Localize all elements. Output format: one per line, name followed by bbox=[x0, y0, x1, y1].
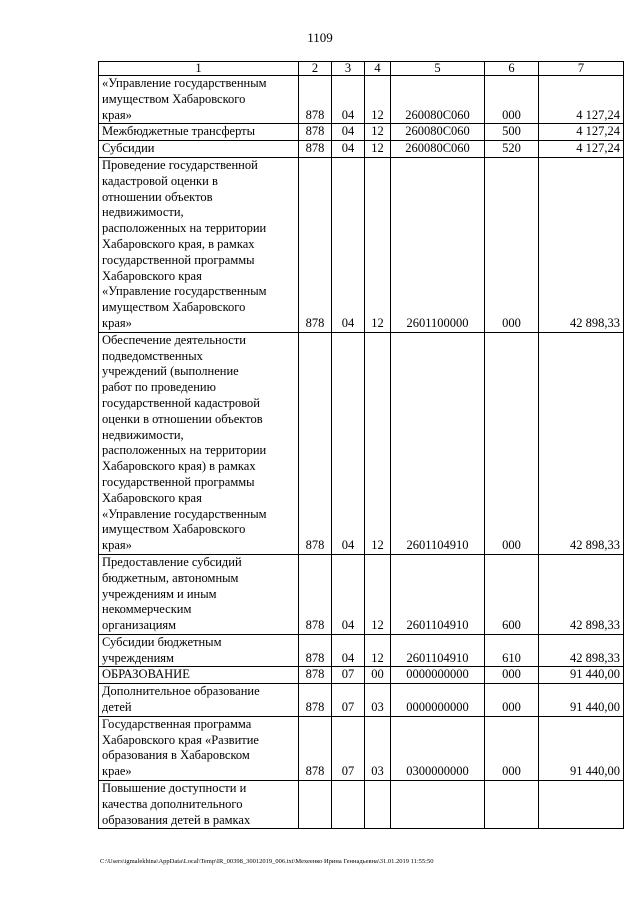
row-value-cell: 04 bbox=[332, 332, 365, 554]
table-row bbox=[99, 332, 624, 554]
row-value-cell: 12 bbox=[365, 141, 391, 158]
row-value-cell: 12 bbox=[365, 554, 391, 634]
row-name-cell: «Управление государственным имуществом Хабаровского края» bbox=[99, 76, 299, 124]
row-value-cell: 000 bbox=[485, 684, 539, 717]
row-value-cell: 0000000000 bbox=[391, 667, 485, 684]
row-value-cell: 91 440,00 bbox=[539, 716, 624, 780]
row-value-cell: 260080С060 bbox=[391, 141, 485, 158]
row-value-cell: 42 898,33 bbox=[539, 332, 624, 554]
row-name-cell: Обеспечение деятельности подведомственных учреждений (выполнение работ по проведению государственной кадастровой оценки в отношении объектов недвижимости, расположенных на территории Хабаровского края) в рамках государственной программы Хабаровского края «Управление государственным имуществом Хабаровского края» bbox=[99, 332, 299, 554]
row-value-cell: 000 bbox=[485, 332, 539, 554]
row-value-cell: 878 bbox=[299, 716, 332, 780]
row-value-cell: 04 bbox=[332, 554, 365, 634]
table-row bbox=[99, 684, 624, 717]
row-value-cell: 12 bbox=[365, 634, 391, 667]
row-value-cell: 878 bbox=[299, 124, 332, 141]
column-header: 7 bbox=[539, 62, 624, 76]
header-row bbox=[99, 62, 624, 76]
row-value-cell: 4 127,24 bbox=[539, 124, 624, 141]
row-value-cell: 000 bbox=[485, 667, 539, 684]
row-value-cell: 12 bbox=[365, 332, 391, 554]
table-row bbox=[99, 141, 624, 158]
row-value-cell bbox=[485, 781, 539, 829]
row-value-cell: 12 bbox=[365, 124, 391, 141]
row-value-cell: 04 bbox=[332, 634, 365, 667]
row-value-cell: 07 bbox=[332, 684, 365, 717]
row-value-cell: 260080С060 bbox=[391, 124, 485, 141]
row-value-cell: 03 bbox=[365, 684, 391, 717]
row-value-cell bbox=[299, 781, 332, 829]
column-header: 2 bbox=[299, 62, 332, 76]
row-value-cell: 500 bbox=[485, 124, 539, 141]
row-name-cell: Субсидии бюджетным учреждениям bbox=[99, 634, 299, 667]
row-name-cell: Субсидии bbox=[99, 141, 299, 158]
row-value-cell: 878 bbox=[299, 667, 332, 684]
row-value-cell: 878 bbox=[299, 554, 332, 634]
column-header: 3 bbox=[332, 62, 365, 76]
row-value-cell: 000 bbox=[485, 76, 539, 124]
row-value-cell bbox=[365, 781, 391, 829]
row-value-cell: 00 bbox=[365, 667, 391, 684]
row-value-cell bbox=[539, 781, 624, 829]
table-row bbox=[99, 554, 624, 634]
table-row bbox=[99, 76, 624, 124]
row-value-cell: 000 bbox=[485, 157, 539, 332]
footer-file-path: C:\Users\igmalekhina\AppData\Local\Temp\IR_00398_30012019_006.txt\Мехеенко Ирина Геннадьевна\31.01.2019 11:55:50 bbox=[100, 858, 434, 865]
row-name-cell: Проведение государственной кадастровой оценки в отношении объектов недвижимости, расположенных на территории Хабаровского края, в рамках государственной программы Хабаровского края «Управление государственным имуществом Хабаровского края» bbox=[99, 157, 299, 332]
row-value-cell: 2601104910 bbox=[391, 332, 485, 554]
row-value-cell: 12 bbox=[365, 157, 391, 332]
row-value-cell: 12 bbox=[365, 76, 391, 124]
row-value-cell: 04 bbox=[332, 124, 365, 141]
row-value-cell: 260080С060 bbox=[391, 76, 485, 124]
table-row bbox=[99, 781, 624, 829]
row-value-cell: 878 bbox=[299, 332, 332, 554]
row-value-cell: 2601104910 bbox=[391, 554, 485, 634]
row-value-cell: 878 bbox=[299, 684, 332, 717]
row-value-cell: 04 bbox=[332, 141, 365, 158]
row-value-cell: 4 127,24 bbox=[539, 76, 624, 124]
row-value-cell: 878 bbox=[299, 157, 332, 332]
row-name-cell: Межбюджетные трансферты bbox=[99, 124, 299, 141]
column-header: 6 bbox=[485, 62, 539, 76]
table-row bbox=[99, 634, 624, 667]
row-value-cell: 878 bbox=[299, 76, 332, 124]
row-name-cell: Повышение доступности и качества дополнительного образования детей в рамках bbox=[99, 781, 299, 829]
row-value-cell: 91 440,00 bbox=[539, 684, 624, 717]
row-name-cell: Дополнительное образование детей bbox=[99, 684, 299, 717]
row-value-cell: 2601100000 bbox=[391, 157, 485, 332]
row-value-cell: 878 bbox=[299, 141, 332, 158]
row-name-cell: Предоставление субсидий бюджетным, автономным учреждениям и иным некоммерческим организациям bbox=[99, 554, 299, 634]
row-value-cell: 4 127,24 bbox=[539, 141, 624, 158]
row-value-cell: 878 bbox=[299, 634, 332, 667]
table-row bbox=[99, 716, 624, 780]
table-row bbox=[99, 157, 624, 332]
row-value-cell: 91 440,00 bbox=[539, 667, 624, 684]
row-value-cell: 600 bbox=[485, 554, 539, 634]
row-value-cell bbox=[391, 781, 485, 829]
row-value-cell: 07 bbox=[332, 667, 365, 684]
row-value-cell: 0300000000 bbox=[391, 716, 485, 780]
row-value-cell: 0000000000 bbox=[391, 684, 485, 717]
column-header: 1 bbox=[99, 62, 299, 76]
column-header: 4 bbox=[365, 62, 391, 76]
row-value-cell: 42 898,33 bbox=[539, 634, 624, 667]
row-name-cell: ОБРАЗОВАНИЕ bbox=[99, 667, 299, 684]
row-name-cell: Государственная программа Хабаровского края «Развитие образования в Хабаровском крае» bbox=[99, 716, 299, 780]
row-value-cell: 2601104910 bbox=[391, 634, 485, 667]
row-value-cell: 42 898,33 bbox=[539, 157, 624, 332]
row-value-cell: 000 bbox=[485, 716, 539, 780]
row-value-cell: 610 bbox=[485, 634, 539, 667]
row-value-cell: 03 bbox=[365, 716, 391, 780]
row-value-cell: 07 bbox=[332, 716, 365, 780]
column-header: 5 bbox=[391, 62, 485, 76]
table-row bbox=[99, 124, 624, 141]
row-value-cell: 04 bbox=[332, 157, 365, 332]
row-value-cell bbox=[332, 781, 365, 829]
row-value-cell: 04 bbox=[332, 76, 365, 124]
page-number: 1109 bbox=[307, 30, 333, 45]
table-row bbox=[99, 667, 624, 684]
row-value-cell: 42 898,33 bbox=[539, 554, 624, 634]
budget-table bbox=[98, 61, 624, 829]
row-value-cell: 520 bbox=[485, 141, 539, 158]
